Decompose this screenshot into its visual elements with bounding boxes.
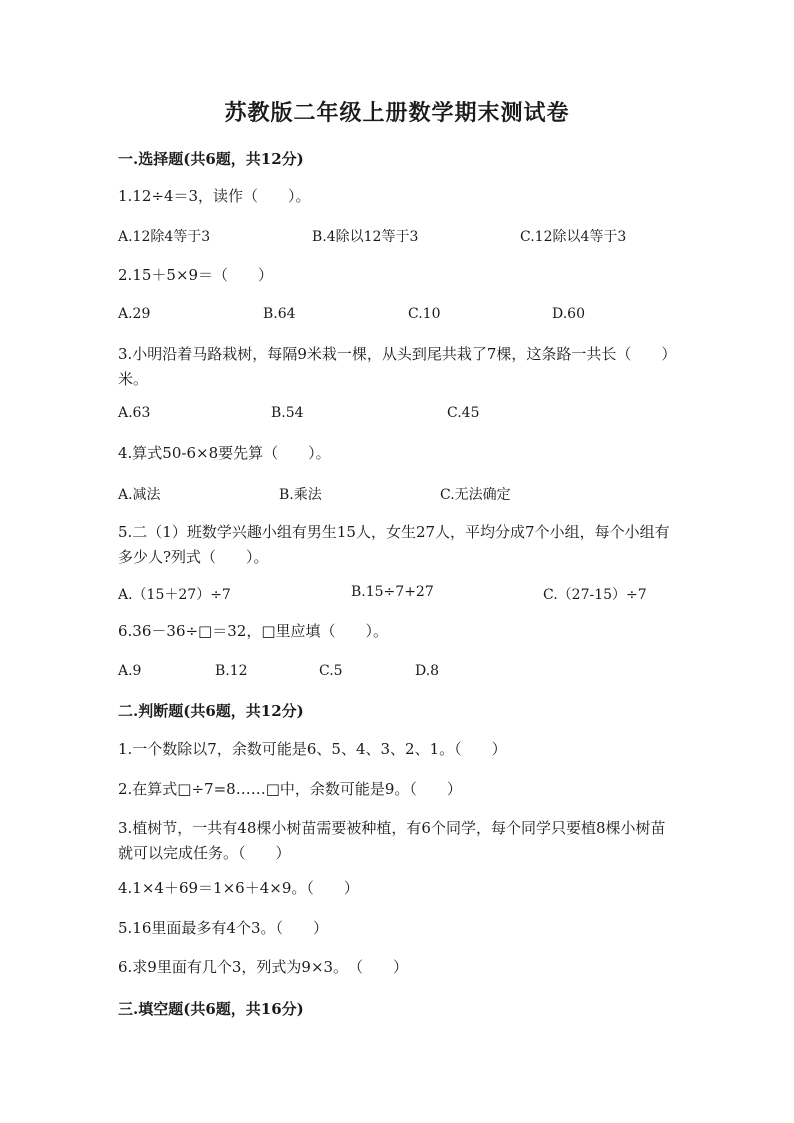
question-2-1: 1.一个数除以7，余数可能是6、5、4、3、2、1。（ ） <box>118 740 507 758</box>
option-1-6-b: B.12 <box>215 663 248 679</box>
question-1-5: 5.二（1）班数学兴趣小组有男生15人，女生27人，平均分成7个小组，每个小组有多少人?列式（ ）。 <box>118 523 670 566</box>
option-1-5-c: C.（27-15）÷7 <box>543 587 647 603</box>
option-1-3-c: C.45 <box>447 405 480 421</box>
option-1-6-a: A.9 <box>118 663 142 679</box>
question-2-2: 2.在算式□÷7=8……□中，余数可能是9。（ ） <box>118 780 462 798</box>
option-1-2-d: D.60 <box>552 306 585 322</box>
option-1-2-b: B.64 <box>263 306 296 322</box>
option-1-1-b: B.4除以12等于3 <box>312 229 419 245</box>
question-1-1: 1.12÷4＝3，读作（ ）。 <box>118 187 311 205</box>
option-1-5-a: A.（15＋27）÷7 <box>118 587 231 603</box>
question-1-6: 6.36－36÷□＝32，□里应填（ ）。 <box>118 622 388 640</box>
option-1-4-a: A.减法 <box>118 487 161 503</box>
option-1-2-c: C.10 <box>408 306 441 322</box>
option-1-4-c: C.无法确定 <box>440 487 511 503</box>
section-heading-fill-in: 三.填空题(共6题，共16分) <box>118 1000 304 1018</box>
question-2-5: 5.16里面最多有4个3。（ ） <box>118 919 328 937</box>
option-1-3-a: A.63 <box>118 405 151 421</box>
section-heading-true-false: 二.判断题(共6题，共12分) <box>118 702 304 720</box>
question-2-4: 4.1×4＋69＝1×6＋4×9。（ ） <box>118 879 359 897</box>
question-1-4: 4.算式50-6×8要先算（ ）。 <box>118 444 331 462</box>
question-1-2: 2.15＋5×9＝（ ） <box>118 266 274 284</box>
option-1-2-a: A.29 <box>118 306 151 322</box>
question-2-6: 6.求9里面有几个3，列式为9×3。 （ ） <box>118 958 409 976</box>
option-1-6-c: C.5 <box>319 663 343 679</box>
section-heading-choice: 一.选择题(共6题，共12分) <box>118 150 304 168</box>
option-1-1-c: C.12除以4等于3 <box>520 229 627 245</box>
option-1-3-b: B.54 <box>271 405 304 421</box>
question-2-3: 3.植树节，一共有48棵小树苗需要被种植，有6个同学，每个同学只要植8棵小树苗就可以完成任务。（ ） <box>118 819 666 862</box>
option-1-5-b: B.15÷7+27 <box>351 584 434 600</box>
option-1-1-a: A.12除4等于3 <box>118 229 211 245</box>
option-1-6-d: D.8 <box>415 663 440 679</box>
question-1-3: 3.小明沿着马路栽树，每隔9米栽一棵，从头到尾共栽了7棵，这条路一共长（ ）米。 <box>118 345 677 388</box>
option-1-4-b: B.乘法 <box>279 487 322 503</box>
exam-title: 苏教版二年级上册数学期末测试卷 <box>224 100 570 126</box>
